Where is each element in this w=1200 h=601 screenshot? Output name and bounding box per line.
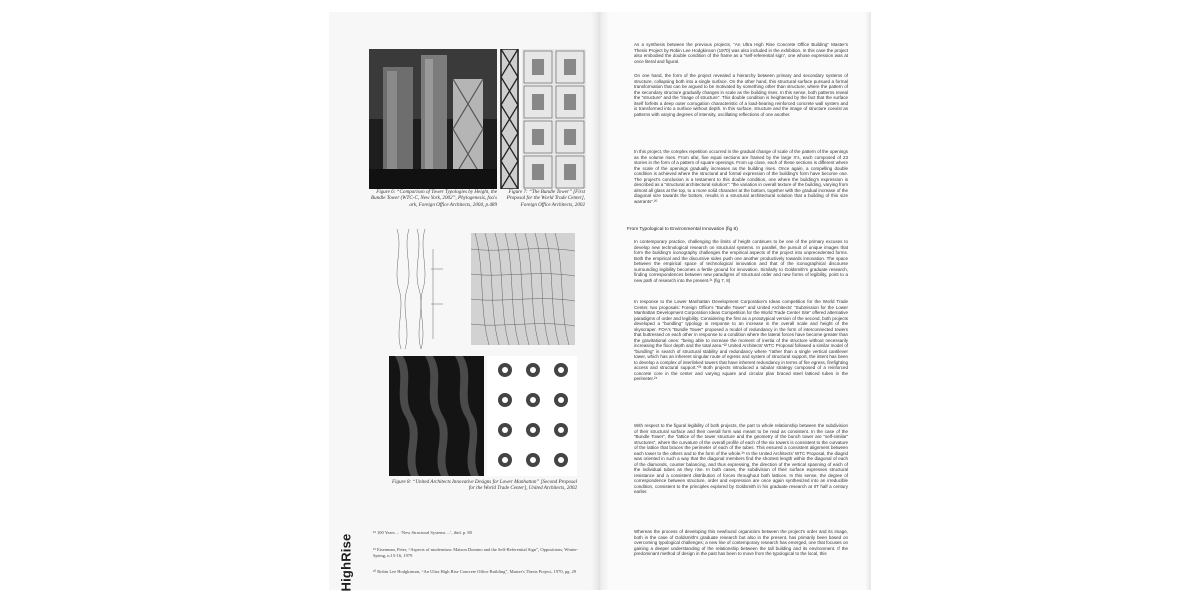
figure-7-braced-tower-strip bbox=[500, 49, 519, 189]
right-page bbox=[600, 12, 871, 590]
paragraph-6 bbox=[634, 423, 848, 495]
left-page bbox=[329, 12, 600, 590]
figure-7-lattice-drawings bbox=[389, 229, 577, 349]
figure-7-caption: Figure 7: “The Bundle Tower” [First Proposal for the World Trade Center], Foreign Office Architects, 2002 bbox=[506, 189, 585, 208]
paragraph-5 bbox=[634, 299, 848, 382]
page-edge-shadow bbox=[865, 12, 871, 590]
paragraph-3-text: In this project, the complex repetition occurred in the gradual change of scale of the pattern of the openings as the volume rises. From afar, five equal sections are framed by the large X's, each composed of 23 stories in the form of a pattern of square openings. From up close, each of these sections is different where the scale of the openings gradually increases as the building rises. Once again, a compelling double condition is achieved where the structural and formal expression of the building's form have become one. The project's conclusion is a testament to this double condition, one where the building's expression is described as a “structural architectural solution”: “the variation in overall texture of the building, varying from almost all glass at the top, to a more solid character at the bottom, together with the gradual increase of the diagonal size towards the bottom, results in a structural architectural solution that a building of this size warrants”.²⁰ bbox=[634, 149, 848, 204]
paragraph-1-text: As a synthesis between the previous projects, “An Ultra High Rise Concrete Office Building” Master's Thesis Project by Robin Lee Hodgkinson (1970) was also included in the exhibition. In this case the project also embodied the double condition of the frame as a “self-referential sign”, one whose expression was at once literal and figural. bbox=[634, 42, 848, 64]
footnote-19: ¹⁹ Eisenman, Peter, “Aspects of modernism: Maison Domino and the Self-Referential Sign”, Oppositions, Winter-Spring, n.15-16, 1979 bbox=[373, 547, 578, 558]
section-subhead: From Typological to Environmental Innovation (fig 8) bbox=[627, 227, 738, 232]
figure-8-plan-diagrams bbox=[487, 356, 577, 476]
paragraph-4 bbox=[634, 239, 848, 283]
figure-6-tower-comparison bbox=[369, 49, 497, 189]
footnote-20: ²⁰ Robin Lee Hodgkinson, “An Ultra High Rise Concrete Office Building”, Master's Thesis Project, 1970, pg. 29 bbox=[373, 569, 577, 574]
paragraph-3 bbox=[634, 149, 848, 204]
book-gutter bbox=[591, 12, 609, 590]
paragraph-5-text: In response to the Lower Manhattan Development Corporation's Ideas competition for the World Trade Center, two proposals: Foreign Office's “Bundle Tower” and United Architects' “Submission for the Lower Manhattan Development Corporation Ideas Competition for the World Trade Center Site” offered alternative paradigms of order and legibility. Considering the first as a prototypical version of the second, both projects developed a “bundling” typology in response to an increase in the overall scale and height of the skyscraper. FOA's “Bundle Tower” proposed a model of redundancy in the form of interconnected towers that buttressed on each other in response to a condition where the lateral forces have become greater than the gravitational ones: “being able to increase the moment of inertia of the structure without necessarily increasing the floor depth and the total area.”²² United Architects' WTC Proposal followed a similar model of “bundling” in search of structural stability and redundancy where “rather than a single vertical cantilever tower, which has an inherent singular route of egress and system of structural support, the intent has been to develop a complex of interlinked towers that have inherent redundancy in terms of fire egress, firefighting access and structural support.”²³ Both projects introduced a tubular strategy composed of a reinforced concrete core in the center and varying square and circular plan braced steel latticed tubes in the perimeter.²⁴ bbox=[634, 299, 848, 381]
brand-text: HighRise bbox=[338, 533, 354, 592]
paragraph-2-text: On one hand, the form of the project revealed a hierarchy between primary and secondary systems of structure, collapsing both into a single surface. On the other hand, this structural surface pursued a formal transformation that can be argued to be motivated by something other than structure, where the pattern of the secondary structure gradually changes in scale as the building rises. In this sense, both patterns reveal the “structure” and the “image of structure”. This double condition is heightened by the fact that the surface itself forfeits a deep outer corrugation characteristic of a load-bearing reinforced concrete wall system and is transformed into a surface without depth. In this surface, structure and the image of structure coexist as patterns with varying degrees of intensity, oscillating reflections of one another. bbox=[634, 73, 848, 117]
paragraph-7-text: Whereas the process of developing this newfound organicism between the project's order and its image, both in the case of Goldsmith's graduate research but also in the present, has primarily been based on overcoming typological challenges; a new line of contemporary research has emerged, one that focuses on gaining a deeper understanding of the relationship between the tall building and its environment. If the predominant method of design in the past has been to move from the typological to the local, this bbox=[634, 529, 848, 556]
figure-7-elevation-grid bbox=[522, 49, 586, 189]
figure-8-united-architects bbox=[389, 356, 484, 476]
figure-8-caption: Figure 8: “United Architects Innovative Designs for Lower Manhattan” [Second Proposal for the World Trade Center], United Architects, 2002 bbox=[392, 479, 577, 492]
paragraph-1 bbox=[634, 42, 848, 64]
paragraph-7 bbox=[634, 529, 848, 557]
paragraph-6-text: With respect to the figural legibility of both projects, the part to whole relationship between the subdivision of their structural surface and their overall form was meant to be read as consistent. In the case of the “Bundle Tower”, the “lattice of the tower structure and the geometry of the bunch tower are “self-similar” structures”, where the curvature of the overall profile of each of the six towers is consistent to the curvature of the lattice that braces the perimeter of each of the tubes. This ensured a consistent alignment between each tower to the others and to the form of the whole.²⁵ In the United Architects' WTC Proposal, the diagrid was oriented in such a way that the diagonal members find the shortest length within the diagonal of each of the diamonds, counter balancing, and thus expressing, the direction of the vertical spanning of each of the individual tubes as they rise. In both cases, the subdivision of their surface expresses structural resistance and a consistent distribution of forces throughout both lattices. In this sense, the degree of correspondence between structure, order and expression are once again synthesized into an irreducible condition, consistent to the principles explored by Goldsmith in his graduate research at IIT half a century earlier. bbox=[634, 423, 848, 494]
figure-6-caption: Figure 6: “Comparison of Tower Typologies by Height, the Bundle Tower (WTC-C, New York, 2002”, Phylogenesis, foa's ark, Foreign Office Architects, 2004, p.489 bbox=[371, 189, 497, 208]
book-spread bbox=[329, 12, 871, 590]
paragraph-2 bbox=[634, 73, 848, 117]
journal-brand bbox=[338, 529, 361, 601]
footnote-18: ¹⁸ 100 Years ... ‘New Structural Systems ...’, ibid. p. 80 bbox=[373, 530, 472, 535]
paragraph-4-text: In contemporary practice, challenging the limits of height continues to be one of the primary excuses to develop new technological research on structural systems. In parallel, the pursuit of unique images that form the building's iconography challenges the empirical aspects of the project into unprecedented forms. Both the empirical and the discursive sides push one another productively towards innovation. The space between the empirical space of technological innovation and that of the iconographical discourse surrounding legibility becomes a fertile ground for innovation. Similarly to Goldsmith's graduate research, finding correspondences between new paradigms of structural order and new forms of legibility, point to a new path of research into the present.²¹ (fig 7, 8) bbox=[634, 239, 848, 283]
